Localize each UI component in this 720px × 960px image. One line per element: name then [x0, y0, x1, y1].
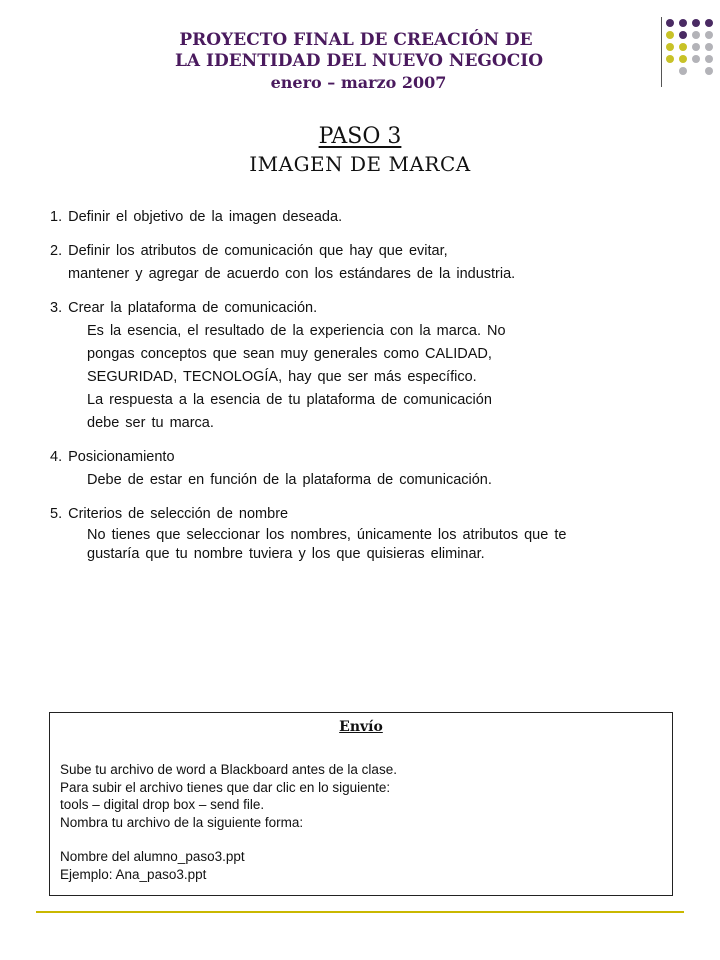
envio-example-line: Ejemplo: Ana_paso3.ppt	[60, 866, 207, 882]
step-4-line: Debe de estar en función de la plataforma de comunicación.	[87, 472, 492, 488]
header-line-1: PROYECTO FINAL DE CREACIÓN DE	[179, 30, 533, 50]
envio-line: Sube tu archivo de word a Blackboard antes de la clase.	[60, 762, 397, 777]
step-subtitle: IMAGEN DE MARCA	[249, 152, 471, 176]
envio-line: Para subir el archivo tienes que dar clic en lo siguiente:	[60, 779, 391, 795]
decor-dot	[666, 19, 674, 27]
decor-dot	[692, 55, 700, 63]
envio-example-line: Nombre del alumno_paso3.ppt	[60, 849, 245, 864]
decor-dot	[679, 43, 687, 51]
decor-dot	[692, 31, 700, 39]
decor-dot	[666, 43, 674, 51]
step-2: 2. Definir los atributos de comunicación que hay que evitar,	[50, 243, 448, 259]
header-line-2: LA IDENTIDAD DEL NUEVO NEGOCIO	[174, 51, 544, 71]
decor-dot	[679, 55, 687, 63]
steps-list	[50, 206, 690, 564]
step-3-line: debe ser tu marca.	[87, 415, 214, 431]
header	[0, 30, 720, 94]
decor-dot	[705, 55, 713, 63]
decor-dot	[692, 19, 700, 27]
step-3: 3. Crear la plataforma de comunicación.	[50, 300, 318, 316]
step-title: PASO 3	[318, 124, 402, 149]
header-date: enero – marzo 2007	[270, 73, 447, 92]
decor-dot-grid	[666, 19, 720, 79]
step-3-line: La respuesta a la esencia de tu plataforma de comunicación	[87, 392, 492, 408]
envio-box	[49, 712, 673, 896]
decor-dot	[705, 43, 713, 51]
decor-dot	[666, 31, 674, 39]
step-5-line: No tienes que seleccionar los nombres, únicamente los atributos que te	[87, 527, 567, 543]
envio-instructions	[60, 761, 397, 883]
envio-title: Envío	[339, 719, 383, 735]
decor-vertical-line	[661, 17, 662, 87]
decor-dot	[692, 43, 700, 51]
decor-dot	[679, 31, 687, 39]
step-5: 5. Criterios de selección de nombre	[50, 506, 289, 522]
decor-dot	[679, 19, 687, 27]
decor-dot	[705, 31, 713, 39]
step-5-line: gustaría que tu nombre tuviera y los que quisieras eliminar.	[87, 546, 485, 562]
decor-dot	[666, 55, 674, 63]
decor-dot	[679, 67, 687, 75]
decor-dot	[705, 19, 713, 27]
step-2-continued: mantener y agregar de acuerdo con los estándares de la industria.	[68, 266, 516, 282]
step-3-line: Es la esencia, el resultado de la experiencia con la marca. No	[87, 323, 506, 339]
bottom-divider	[36, 911, 684, 913]
step-3-line: SEGURIDAD, TECNOLOGÍA, hay que ser más específico.	[87, 369, 477, 385]
step-4: 4. Posicionamiento	[50, 449, 175, 465]
envio-line: Nombra tu archivo de la siguiente forma:	[60, 814, 304, 830]
step-1: 1. Definir el objetivo de la imagen deseada.	[50, 209, 343, 225]
step-3-line: pongas conceptos que sean muy generales como CALIDAD,	[87, 346, 492, 362]
decor-dot	[705, 67, 713, 75]
envio-line: tools – digital drop box – send file.	[60, 797, 265, 812]
